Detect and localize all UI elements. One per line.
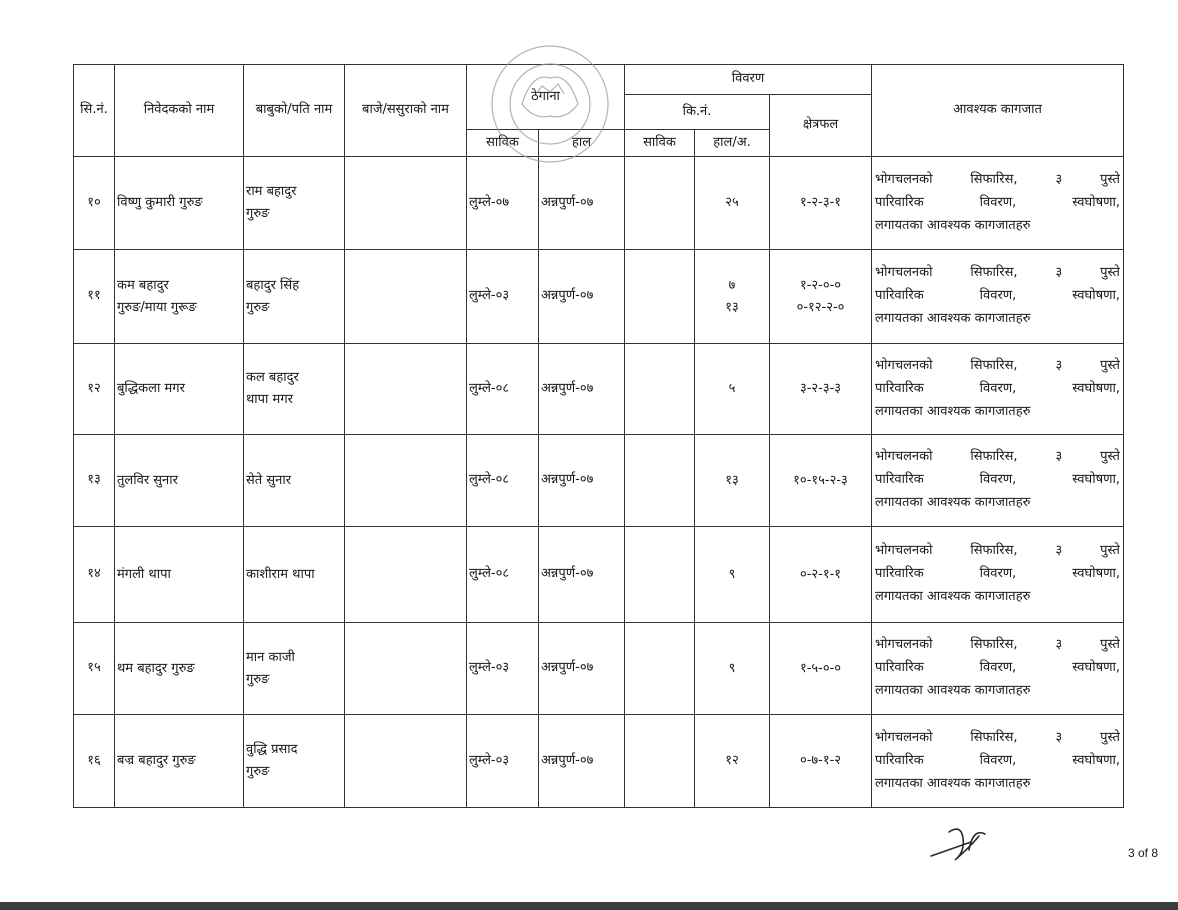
documents-word: सिफारिस, bbox=[970, 357, 1018, 373]
documents-word: विवरण, bbox=[979, 288, 1017, 304]
chairman-signature bbox=[925, 820, 1085, 876]
documents-line: लगायतका आवश्यक कागजातहरु bbox=[875, 311, 1031, 327]
documents-line: लगायतका आवश्यक कागजातहरु bbox=[875, 683, 1031, 699]
documents-word: पुस्ते bbox=[1100, 449, 1120, 465]
documents-word: विवरण, bbox=[979, 472, 1017, 488]
cell-grandfather bbox=[345, 250, 467, 344]
cell-area bbox=[770, 344, 872, 435]
cell-address-former: लुम्ले-०८ bbox=[467, 435, 539, 527]
documents-word: ३ bbox=[1055, 449, 1063, 465]
cell-required-documents bbox=[872, 435, 1124, 527]
cell-father-line: गुरुङ bbox=[246, 206, 270, 221]
header-plot-no: कि.नं. bbox=[625, 95, 770, 130]
cell-applicant bbox=[115, 715, 244, 808]
documents-word: पारिवारिक bbox=[875, 472, 924, 488]
cell-required-documents bbox=[872, 527, 1124, 623]
cell-area-line: ०-२-१-१ bbox=[799, 566, 842, 582]
table-body bbox=[74, 157, 1124, 808]
cell-plot-current bbox=[695, 435, 770, 527]
cell-father-line: वुद्धि प्रसाद bbox=[246, 742, 298, 757]
documents-word: पुस्ते bbox=[1100, 729, 1120, 745]
cell-father-line: गुरुङ bbox=[246, 671, 270, 687]
documents-word: भोगचलनको bbox=[875, 357, 933, 373]
header-plot-current: हाल/अ. bbox=[695, 130, 770, 157]
cell-address-current: अन्नपुर्ण-०७ bbox=[539, 527, 625, 623]
cell-applicant bbox=[115, 344, 244, 435]
cell-address-current: अन्नपुर्ण-०७ bbox=[539, 623, 625, 715]
cell-father-line: बहादुर सिंह bbox=[246, 277, 300, 293]
documents-word: स्वघोषणा, bbox=[1072, 566, 1120, 582]
documents-word: ३ bbox=[1055, 729, 1063, 745]
header-applicant-name: निवेदकको नाम bbox=[115, 65, 244, 157]
header-father-husband-name: बाबुको/पति नाम bbox=[244, 65, 345, 157]
cell-area bbox=[770, 250, 872, 344]
documents-word: स्वघोषणा, bbox=[1072, 660, 1120, 676]
documents-word: सिफारिस, bbox=[970, 449, 1018, 465]
documents-word: भोगचलनको bbox=[875, 637, 933, 653]
table-row bbox=[74, 435, 1124, 527]
documents-word: सिफारिस, bbox=[970, 265, 1018, 281]
cell-father-line: गुरुङ bbox=[246, 299, 270, 315]
documents-word: विवरण, bbox=[979, 660, 1017, 676]
cell-applicant bbox=[115, 435, 244, 527]
cell-area-line: ०-७-१-२ bbox=[799, 753, 842, 768]
cell-grandfather bbox=[345, 715, 467, 808]
cell-plot-former bbox=[625, 715, 695, 808]
documents-line: लगायतका आवश्यक कागजातहरु bbox=[875, 217, 1031, 233]
cell-area bbox=[770, 715, 872, 808]
cell-plot-current bbox=[695, 715, 770, 808]
documents-word: भोगचलनको bbox=[875, 265, 933, 281]
documents-line: लगायतका आवश्यक कागजातहरु bbox=[875, 403, 1031, 419]
documents-line: लगायतका आवश्यक कागजातहरु bbox=[875, 495, 1031, 511]
cell-plot-current-line: ७ bbox=[728, 277, 736, 293]
cell-father bbox=[244, 250, 345, 344]
cell-father-line: राम बहादुर bbox=[246, 184, 297, 199]
documents-word: पारिवारिक bbox=[875, 660, 924, 676]
cell-required-documents bbox=[872, 157, 1124, 250]
header-address-former: साविक bbox=[467, 130, 539, 157]
documents-line: लगायतका आवश्यक कागजातहरु bbox=[875, 775, 1031, 791]
documents-word: स्वघोषणा, bbox=[1072, 288, 1120, 304]
cell-address-former: लुम्ले-०३ bbox=[467, 250, 539, 344]
cell-grandfather bbox=[345, 527, 467, 623]
cell-grandfather bbox=[345, 157, 467, 250]
register-table bbox=[73, 64, 1124, 808]
cell-plot-current-line: २५ bbox=[725, 195, 739, 210]
cell-plot-former bbox=[625, 435, 695, 527]
cell-applicant-line: तुलविर सुनार bbox=[117, 472, 178, 488]
cell-grandfather bbox=[345, 435, 467, 527]
cell-plot-former bbox=[625, 250, 695, 344]
documents-word: ३ bbox=[1055, 265, 1063, 281]
documents-line: लगायतका आवश्यक कागजातहरु bbox=[875, 589, 1031, 605]
documents-word: भोगचलनको bbox=[875, 449, 933, 465]
documents-word: ३ bbox=[1055, 543, 1063, 559]
cell-address-current: अन्नपुर्ण-०७ bbox=[539, 715, 625, 808]
documents-word: स्वघोषणा, bbox=[1072, 472, 1120, 488]
cell-father-line: कल बहादुर bbox=[246, 370, 299, 385]
page-number: 3 of 8 bbox=[1128, 846, 1159, 860]
documents-word: पारिवारिक bbox=[875, 752, 924, 768]
cell-father bbox=[244, 344, 345, 435]
documents-word: भोगचलनको bbox=[875, 543, 933, 559]
cell-address-former: लुम्ले-०७ bbox=[467, 157, 539, 250]
documents-word: ३ bbox=[1055, 171, 1063, 187]
header-sn: सि.नं. bbox=[74, 65, 115, 157]
cell-father bbox=[244, 715, 345, 808]
header-area: क्षेत्रफल bbox=[770, 95, 872, 157]
cell-plot-current-line: १३ bbox=[725, 299, 739, 315]
cell-applicant bbox=[115, 250, 244, 344]
cell-plot-current-line: १३ bbox=[725, 472, 739, 488]
cell-grandfather bbox=[345, 623, 467, 715]
documents-word: पारिवारिक bbox=[875, 566, 924, 582]
cell-area-line: १०-१५-२-३ bbox=[793, 472, 848, 488]
cell-plot-current-line: ५ bbox=[728, 381, 736, 396]
documents-word: विवरण, bbox=[979, 380, 1017, 396]
documents-word: भोगचलनको bbox=[875, 171, 933, 187]
cell-required-documents bbox=[872, 715, 1124, 808]
cell-applicant-line: थम बहादुर गुरुङ bbox=[117, 660, 195, 676]
documents-word: भोगचलनको bbox=[875, 729, 933, 745]
cell-plot-former bbox=[625, 623, 695, 715]
cell-sn: ११ bbox=[74, 250, 115, 344]
cell-sn: १३ bbox=[74, 435, 115, 527]
cell-applicant-line: बुद्धिकला मगर bbox=[117, 381, 185, 396]
header-address: ठेगाना bbox=[467, 65, 625, 130]
documents-word: पुस्ते bbox=[1100, 265, 1120, 281]
documents-word: पारिवारिक bbox=[875, 288, 924, 304]
documents-word: पारिवारिक bbox=[875, 380, 924, 396]
documents-word: स्वघोषणा, bbox=[1072, 752, 1120, 768]
cell-required-documents bbox=[872, 250, 1124, 344]
cell-plot-current-line: ९ bbox=[728, 660, 736, 676]
cell-applicant bbox=[115, 157, 244, 250]
header-address-current: हाल bbox=[539, 130, 625, 157]
documents-word: विवरण, bbox=[979, 752, 1017, 768]
cell-area bbox=[770, 435, 872, 527]
cell-sn: १६ bbox=[74, 715, 115, 808]
cell-required-documents bbox=[872, 344, 1124, 435]
cell-father-line: काशीराम थापा bbox=[246, 566, 315, 582]
cell-address-former: लुम्ले-०३ bbox=[467, 623, 539, 715]
cell-address-current: अन्नपुर्ण-०७ bbox=[539, 344, 625, 435]
cell-plot-current bbox=[695, 527, 770, 623]
table-row bbox=[74, 250, 1124, 344]
table-row bbox=[74, 157, 1124, 250]
cell-plot-current-line: ९ bbox=[728, 566, 736, 582]
table-row bbox=[74, 527, 1124, 623]
header-details: विवरण bbox=[625, 65, 872, 95]
cell-father bbox=[244, 623, 345, 715]
cell-address-current: अन्नपुर्ण-०७ bbox=[539, 250, 625, 344]
cell-required-documents bbox=[872, 623, 1124, 715]
cell-plot-current-line: १२ bbox=[725, 753, 739, 768]
cell-area bbox=[770, 157, 872, 250]
cell-father-line: थापा मगर bbox=[246, 392, 293, 407]
cell-address-former: लुम्ले-०८ bbox=[467, 344, 539, 435]
cell-father bbox=[244, 435, 345, 527]
cell-address-former: लुम्ले-०८ bbox=[467, 527, 539, 623]
table-row bbox=[74, 715, 1124, 808]
cell-applicant bbox=[115, 527, 244, 623]
cell-applicant bbox=[115, 623, 244, 715]
cell-area-line: ०-१२-२-० bbox=[796, 299, 845, 315]
header-plot-former: साविक bbox=[625, 130, 695, 157]
cell-applicant-line: बज्र बहादुर गुरुङ bbox=[117, 753, 196, 768]
documents-word: पारिवारिक bbox=[875, 194, 924, 210]
cell-area-line: १-२-३-१ bbox=[799, 195, 842, 210]
documents-word: पुस्ते bbox=[1100, 543, 1120, 559]
documents-word: विवरण, bbox=[979, 194, 1017, 210]
cell-plot-former bbox=[625, 527, 695, 623]
cell-area-line: ३-२-३-३ bbox=[799, 381, 842, 396]
cell-father bbox=[244, 527, 345, 623]
cell-father-line: गुरुङ bbox=[246, 764, 270, 779]
cell-applicant-line: विष्णु कुमारी गुरुङ bbox=[117, 195, 203, 210]
documents-word: स्वघोषणा, bbox=[1072, 194, 1120, 210]
cell-area-line: १-५-०-० bbox=[799, 660, 842, 676]
documents-word: सिफारिस, bbox=[970, 171, 1018, 187]
table-row bbox=[74, 623, 1124, 715]
cell-sn: १२ bbox=[74, 344, 115, 435]
documents-word: पुस्ते bbox=[1100, 637, 1120, 653]
documents-word: सिफारिस, bbox=[970, 543, 1018, 559]
cell-plot-former bbox=[625, 344, 695, 435]
cell-plot-current bbox=[695, 623, 770, 715]
footer-bar bbox=[0, 902, 1178, 910]
cell-plot-current bbox=[695, 250, 770, 344]
cell-sn: १५ bbox=[74, 623, 115, 715]
documents-word: सिफारिस, bbox=[970, 729, 1018, 745]
header-required-documents: आवश्यक कागजात bbox=[872, 65, 1124, 157]
cell-area-line: १-२-०-० bbox=[799, 277, 842, 293]
cell-father-line: मान काजी bbox=[246, 649, 295, 665]
header-grandfather-name: बाजे/ससुराको नाम bbox=[345, 65, 467, 157]
cell-plot-current bbox=[695, 344, 770, 435]
cell-applicant-line: गुरुङ/माया गुरूङ bbox=[117, 299, 197, 315]
cell-plot-current bbox=[695, 157, 770, 250]
documents-word: स्वघोषणा, bbox=[1072, 380, 1120, 396]
cell-area bbox=[770, 623, 872, 715]
cell-grandfather bbox=[345, 344, 467, 435]
cell-applicant-line: मंगली थापा bbox=[117, 566, 171, 582]
cell-plot-former bbox=[625, 157, 695, 250]
documents-word: ३ bbox=[1055, 637, 1063, 653]
table-row bbox=[74, 344, 1124, 435]
cell-sn: १० bbox=[74, 157, 115, 250]
cell-address-former: लुम्ले-०३ bbox=[467, 715, 539, 808]
documents-word: ३ bbox=[1055, 357, 1063, 373]
documents-word: पुस्ते bbox=[1100, 171, 1120, 187]
cell-father bbox=[244, 157, 345, 250]
cell-sn: १४ bbox=[74, 527, 115, 623]
cell-address-current: अन्नपुर्ण-०७ bbox=[539, 157, 625, 250]
documents-word: विवरण, bbox=[979, 566, 1017, 582]
cell-address-current: अन्नपुर्ण-०७ bbox=[539, 435, 625, 527]
documents-word: पुस्ते bbox=[1100, 357, 1120, 373]
cell-applicant-line: कम बहादुर bbox=[117, 277, 169, 293]
cell-area bbox=[770, 527, 872, 623]
cell-father-line: सेते सुनार bbox=[246, 472, 292, 488]
documents-word: सिफारिस, bbox=[970, 637, 1018, 653]
